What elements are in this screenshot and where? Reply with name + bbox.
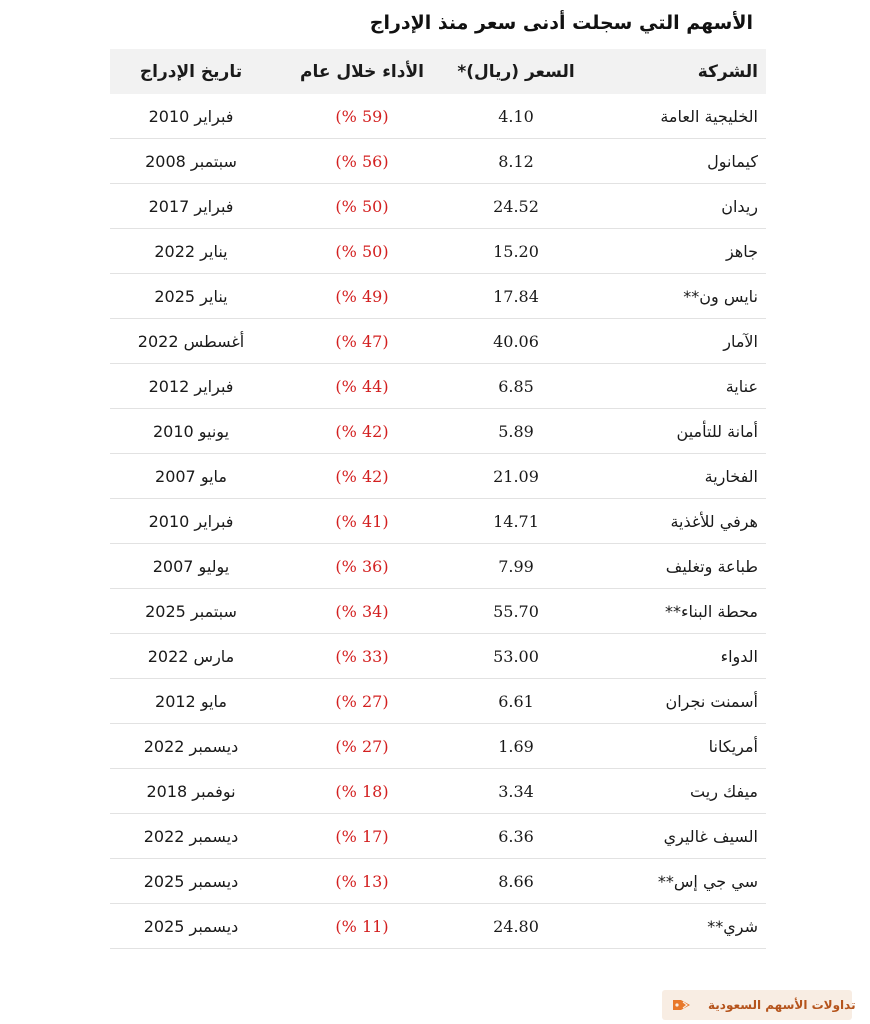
table-row: [110, 319, 766, 364]
cell-performance: (50 %): [272, 184, 452, 229]
cell-price: 8.66: [452, 859, 580, 904]
table-row: [110, 94, 766, 139]
tag-icon: [672, 997, 692, 1013]
table-body: [110, 94, 766, 949]
cell-listing-date: نوفمبر 2018: [110, 769, 272, 814]
cell-performance: (50 %): [272, 229, 452, 274]
cell-price: 6.85: [452, 364, 580, 409]
table-row: [110, 904, 766, 949]
cell-listing-date: ديسمبر 2025: [110, 859, 272, 904]
header-listing-date: تاريخ الإدراج: [110, 49, 272, 94]
cell-performance: (13 %): [272, 859, 452, 904]
cell-performance: (59 %): [272, 94, 452, 139]
cell-performance: (17 %): [272, 814, 452, 859]
table-row: [110, 184, 766, 229]
cell-company: أمانة للتأمين: [580, 409, 766, 454]
cell-performance: (34 %): [272, 589, 452, 634]
cell-company: سي جي إس**: [580, 859, 766, 904]
cell-price: 17.84: [452, 274, 580, 319]
cell-price: 7.99: [452, 544, 580, 589]
cell-listing-date: مارس 2022: [110, 634, 272, 679]
cell-price: 6.61: [452, 679, 580, 724]
cell-performance: (18 %): [272, 769, 452, 814]
cell-company: ميفك ريت: [580, 769, 766, 814]
cell-listing-date: يوليو 2007: [110, 544, 272, 589]
cell-company: الفخارية: [580, 454, 766, 499]
cell-price: 24.80: [452, 904, 580, 949]
cell-price: 21.09: [452, 454, 580, 499]
cell-price: 4.10: [452, 94, 580, 139]
table-row: [110, 544, 766, 589]
cell-listing-date: سبتمبر 2008: [110, 139, 272, 184]
cell-company: طباعة وتغليف: [580, 544, 766, 589]
cell-company: الدواء: [580, 634, 766, 679]
page-title: الأسهم التي سجلت أدنى سعر منذ الإدراج: [369, 12, 753, 34]
cell-price: 15.20: [452, 229, 580, 274]
cell-listing-date: ديسمبر 2022: [110, 814, 272, 859]
cell-price: 24.52: [452, 184, 580, 229]
cell-price: 6.36: [452, 814, 580, 859]
cell-company: محطة البناء**: [580, 589, 766, 634]
cell-price: 5.89: [452, 409, 580, 454]
cell-performance: (42 %): [272, 454, 452, 499]
cell-listing-date: فبراير 2010: [110, 94, 272, 139]
cell-performance: (41 %): [272, 499, 452, 544]
cell-listing-date: يناير 2022: [110, 229, 272, 274]
cell-performance: (27 %): [272, 679, 452, 724]
cell-listing-date: يناير 2025: [110, 274, 272, 319]
cell-listing-date: فبراير 2017: [110, 184, 272, 229]
cell-company: السيف غاليري: [580, 814, 766, 859]
cell-performance: (11 %): [272, 904, 452, 949]
table-header-row: [110, 49, 766, 94]
cell-listing-date: فبراير 2010: [110, 499, 272, 544]
header-price: السعر (ريال)*: [452, 49, 580, 94]
table-row: [110, 139, 766, 184]
table-row: [110, 229, 766, 274]
cell-price: 53.00: [452, 634, 580, 679]
cell-listing-date: مايو 2012: [110, 679, 272, 724]
cell-listing-date: سبتمبر 2025: [110, 589, 272, 634]
table-row: [110, 724, 766, 769]
cell-company: هرفي للأغذية: [580, 499, 766, 544]
cell-company: كيمانول: [580, 139, 766, 184]
table-row: [110, 634, 766, 679]
table-row: [110, 589, 766, 634]
cell-performance: (47 %): [272, 319, 452, 364]
cell-listing-date: يونيو 2010: [110, 409, 272, 454]
cell-company: أسمنت نجران: [580, 679, 766, 724]
cell-performance: (44 %): [272, 364, 452, 409]
cell-price: 40.06: [452, 319, 580, 364]
header-performance: الأداء خلال عام: [272, 49, 452, 94]
stocks-table: [110, 49, 766, 949]
cell-price: 1.69: [452, 724, 580, 769]
cell-performance: (33 %): [272, 634, 452, 679]
cell-price: 3.34: [452, 769, 580, 814]
cell-performance: (49 %): [272, 274, 452, 319]
cell-listing-date: ديسمبر 2025: [110, 904, 272, 949]
table-row: [110, 679, 766, 724]
cell-price: 8.12: [452, 139, 580, 184]
table-row: [110, 814, 766, 859]
cell-price: 55.70: [452, 589, 580, 634]
cell-listing-date: فبراير 2012: [110, 364, 272, 409]
cell-company: جاهز: [580, 229, 766, 274]
cell-performance: (36 %): [272, 544, 452, 589]
cell-price: 14.71: [452, 499, 580, 544]
cell-listing-date: ديسمبر 2022: [110, 724, 272, 769]
table-row: [110, 274, 766, 319]
table-row: [110, 454, 766, 499]
cell-company: عناية: [580, 364, 766, 409]
cell-company: الآمار: [580, 319, 766, 364]
cell-company: أمريكانا: [580, 724, 766, 769]
table-row: [110, 769, 766, 814]
table-row: [110, 409, 766, 454]
cell-company: نايس ون**: [580, 274, 766, 319]
cell-performance: (27 %): [272, 724, 452, 769]
cell-company: شري**: [580, 904, 766, 949]
header-company: الشركة: [580, 49, 766, 94]
table-row: [110, 364, 766, 409]
source-badge[interactable]: [662, 990, 856, 1020]
table-row: [110, 859, 766, 904]
cell-listing-date: مايو 2007: [110, 454, 272, 499]
cell-performance: (42 %): [272, 409, 452, 454]
cell-company: الخليجية العامة: [580, 94, 766, 139]
source-label: تداولات الأسهم السعودية: [708, 998, 856, 1012]
cell-performance: (56 %): [272, 139, 452, 184]
cell-company: ريدان: [580, 184, 766, 229]
table-row: [110, 499, 766, 544]
cell-listing-date: أغسطس 2022: [110, 319, 272, 364]
